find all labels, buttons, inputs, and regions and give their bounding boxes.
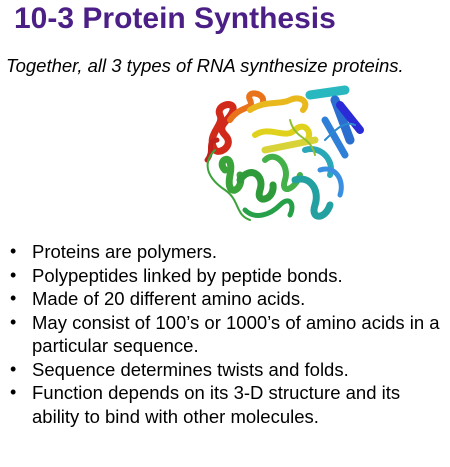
protein-ribbon-icon [195, 80, 365, 240]
bullet-icon: • [10, 264, 17, 285]
bullet-item: • Sequence determines twists and folds. [10, 358, 349, 380]
bullet-list [8, 240, 448, 428]
bullet-icon: • [10, 241, 17, 261]
bullet-item: • Polypeptides linked by peptide bonds. [10, 264, 343, 286]
bullet-item: • Proteins are polymers. [10, 241, 218, 262]
bullet-icon: • [10, 382, 17, 402]
slide-subtitle: Together, all 3 types of RNA synthesize proteins. [6, 55, 404, 76]
bullet-item: • Function depends on its 3-D structure and its ability to bind with other molecules. [10, 382, 401, 427]
bullet-item: • May consist of 100’s or 1000’s of amino acids in a particular sequence. [10, 311, 440, 356]
bullet-icon: • [10, 311, 17, 332]
bullet-icon: • [10, 288, 17, 308]
bullet-item: • Made of 20 different amino acids. [10, 288, 306, 309]
slide-title: 10-3 Protein Synthesis [14, 2, 336, 35]
bullet-icon: • [10, 358, 17, 379]
